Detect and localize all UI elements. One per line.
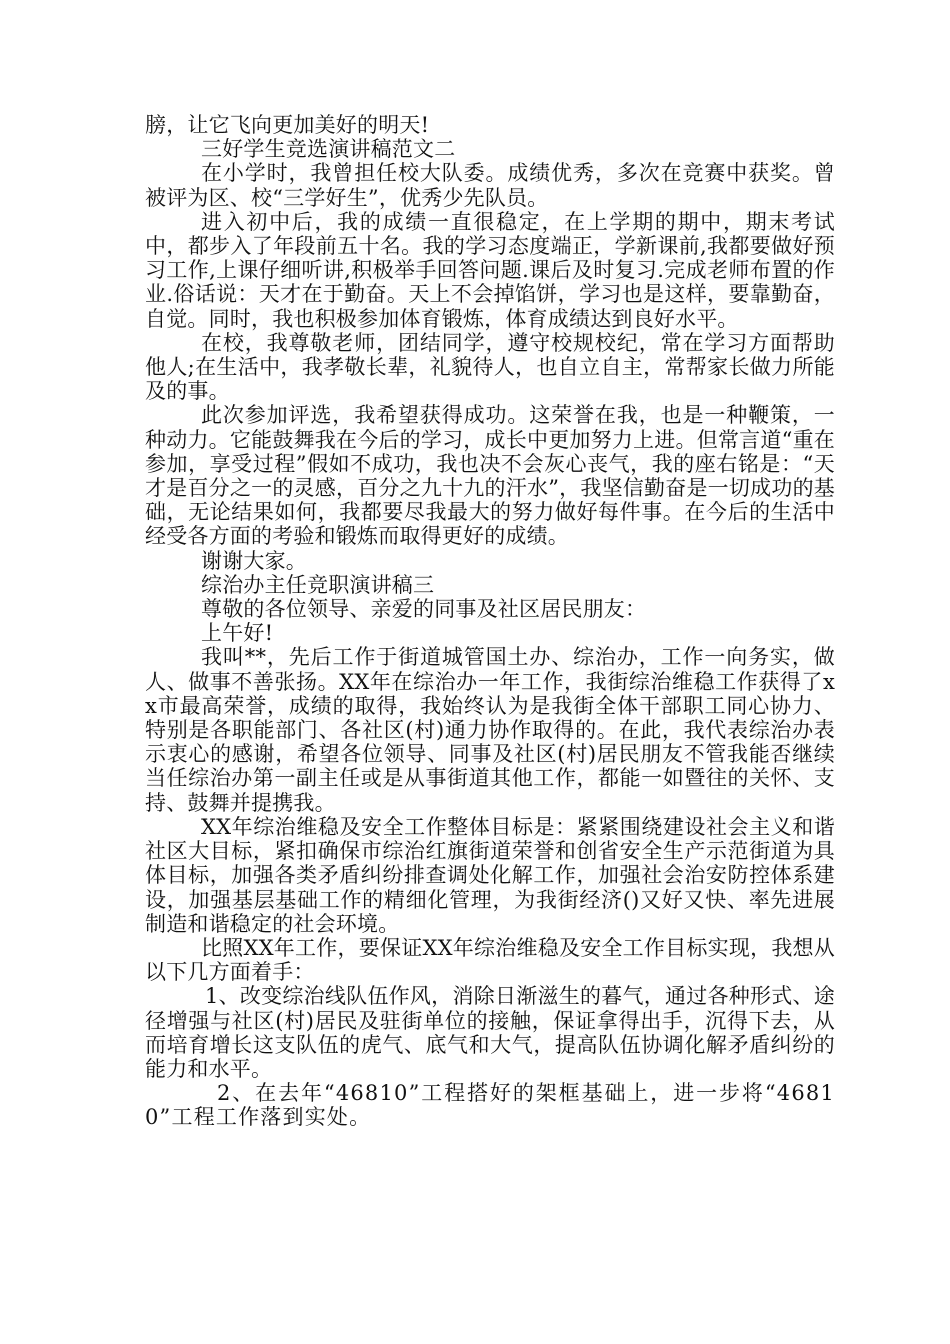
paragraph: 进入初中后，我的成绩一直很稳定，在上学期的期中，期末考试中，都步入了年段前五十名。我的学习态度端正，学新课前,我都要做好预习工作,上课仔细听讲,积极举手回答问题.课后及时复习.完成老师布置的作业.俗话说：天才在于勤奋。天上不会掉馅饼，学习也是这样，要靠勤奋，自觉。同时，我也积极参加体育锻炼，体育成绩达到良好水平。 bbox=[145, 209, 835, 331]
paragraph: 谢谢大家。 bbox=[201, 548, 307, 573]
paragraph: 此次参加评选，我希望获得成功。这荣誉在我，也是一种鞭策，一种动力。它能鼓舞我在今后的学习，成长中更加努力上进。但常言道“重在参加，享受过程”假如不成功，我也决不会灰心丧气，我的座右铭是：“天才是百分之一的灵感，百分之九十九的汗水”，我坚信勤奋是一切成功的基础，无论结果如何，我都要尽我最大的努力做好每件事。在今后的生活中经受各方面的考验和锻炼而取得更好的成绩。 bbox=[145, 403, 835, 549]
paragraph: 在小学时，我曾担任校大队委。成绩优秀，多次在竞赛中获奖。曾被评为区、校“三学好生”，优秀少先队员。 bbox=[145, 161, 835, 210]
list-item: 2、在去年“46810”工程搭好的架框基础上，进一步将“46810”工程工作落到实处。 bbox=[145, 1081, 835, 1130]
section-heading: 综治办主任竞职演讲稿三 bbox=[201, 572, 435, 597]
paragraph: XX年综治维稳及安全工作整体目标是：紧紧围绕建设社会主义和谐社区大目标，紧扣确保市综治红旗街道荣誉和创省安全生产示范街道为具体目标，加强各类矛盾纠纷排查调处化解工作，加强社会治安防控体系建设，加强基层基础工作的精细化管理，为我街经济()又好又快、率先进展制造和谐稳定的社会环境。 bbox=[145, 814, 835, 936]
list-item: 1、改变综治线队伍作风，消除日渐滋生的暮气，通过各种形式、途径增强与社区(村)居民及驻街单位的接触，保证拿得出手，沉得下去，从而培育增长这支队伍的虎气、底气和大气，提高队伍协调化解矛盾纠纷的能力和水平。 bbox=[145, 984, 835, 1081]
paragraph: 比照XX年工作，要保证XX年综治维稳及安全工作目标实现，我想从以下几方面着手： bbox=[145, 935, 835, 985]
salutation: 尊敬的各位领导、亲爱的同事及社区居民朋友： bbox=[201, 597, 647, 622]
paragraph: 在校，我尊敬老师，团结同学，遵守校规校纪，常在学习方面帮助他人;在生活中，我孝敬长辈，礼貌待人，也自立自主，常帮家长做力所能及的事。 bbox=[145, 330, 835, 404]
paragraph: 膀，让它飞向更加美好的明天! bbox=[145, 113, 430, 137]
greeting: 上午好! bbox=[201, 621, 274, 646]
paragraph: 我叫**，先后工作于街道城管国土办、综治办，工作一向务实，做人、做事不善张扬。XX年在综治办一年工作，我街综治维稳工作获得了xx市最高荣誉，成绩的取得，我始终认为是我街全体干部职工同心协力、特别是各职能部门、各社区(村)通力协作取得的。在此，我代表综治办表示衷心的感谢，希望各位领导、同事及社区(村)居民朋友不管我能否继续当任综治办第一副主任或是从事街道其他工作，都能一如暨往的关怀、支持、鼓舞并提携我。 bbox=[145, 645, 835, 815]
section-heading: 三好学生竞选演讲稿范文二 bbox=[201, 137, 456, 162]
document-body bbox=[145, 113, 835, 1130]
